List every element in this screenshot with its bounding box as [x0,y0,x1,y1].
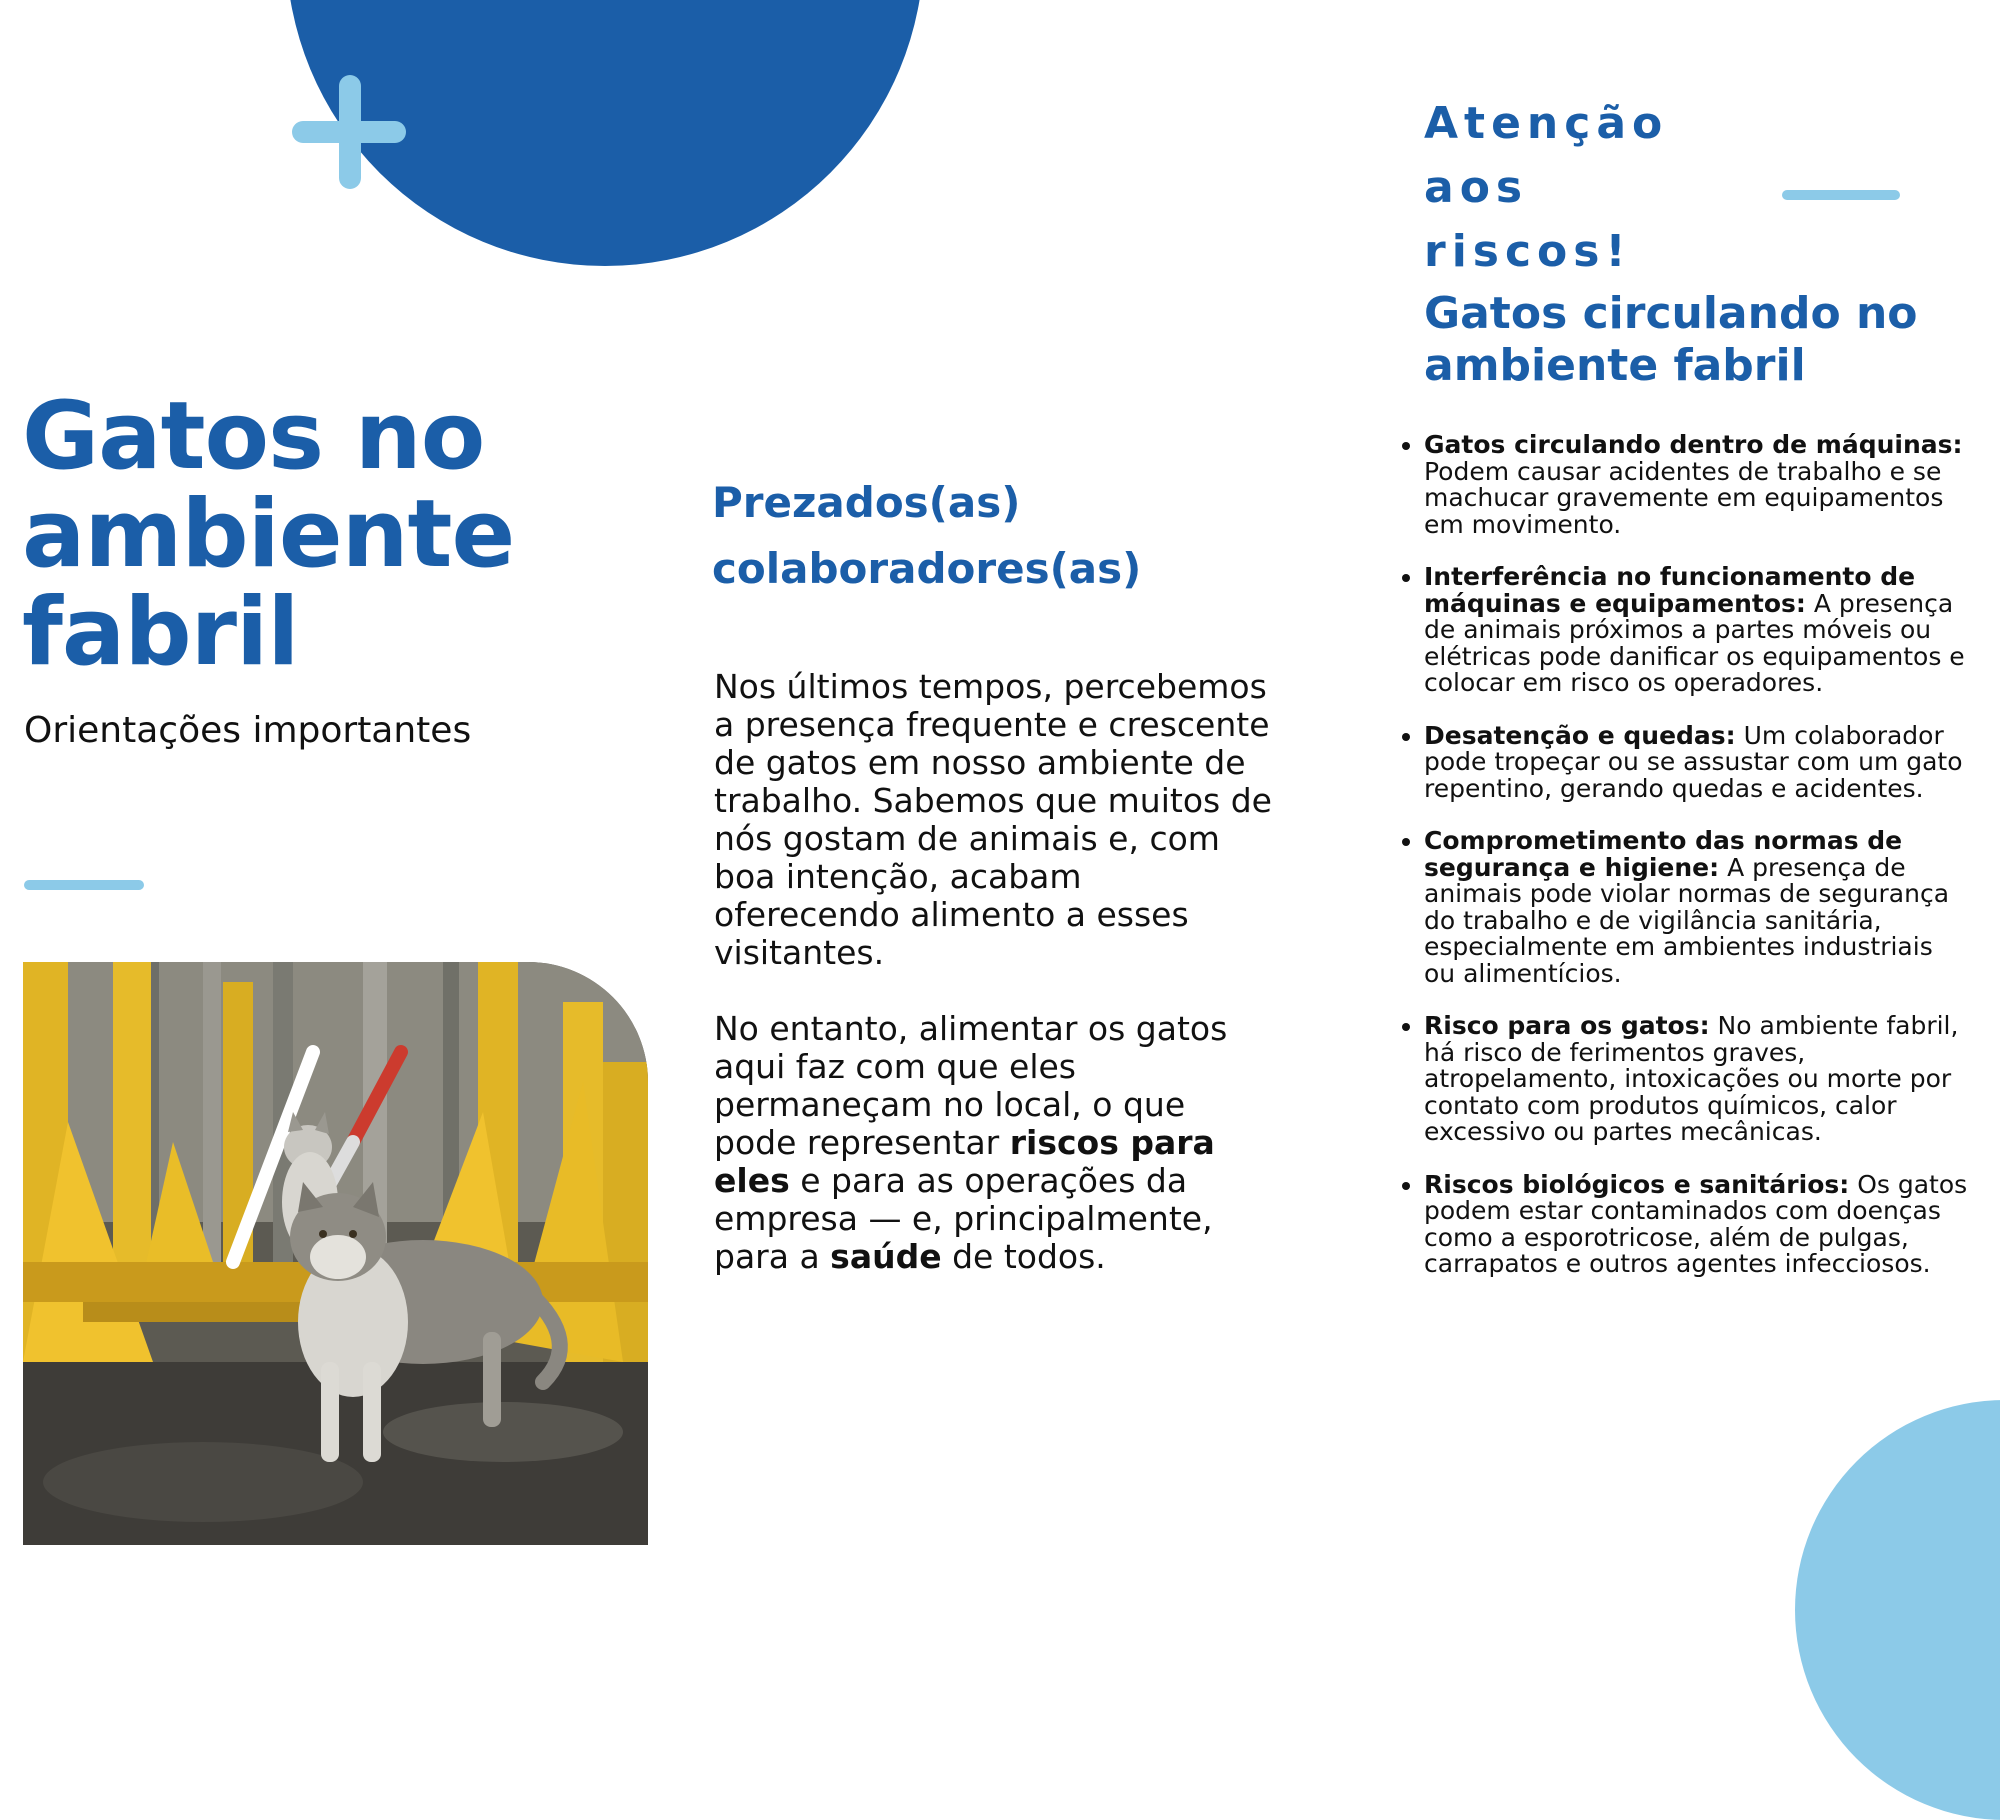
list-item [1424,1169,1970,1278]
plus-icon-vertical [339,75,361,189]
attention-heading: Atenção aos riscos! [1424,98,1669,277]
risk-title: Interferência no funcionamento de máquinas e equipamentos: [1424,562,1916,618]
risk-title: Gatos circulando dentro de máquinas: [1424,430,1963,459]
divider-right [1782,190,1900,200]
list-item [1424,1013,1970,1146]
list-item [1424,828,1970,987]
intro-emphasis-health: saúde [830,1237,942,1276]
list-item [1424,432,1970,538]
risk-list [1390,432,1970,1304]
risk-title: Comprometimento das normas de segurança e higiene: [1424,826,1903,882]
risk-title: Risco para os gatos: [1424,1011,1710,1040]
intro-emphasis-risks: riscos para eles [714,1123,1215,1200]
list-item [1424,564,1970,697]
risk-title: Desatenção e quedas: [1424,720,1736,750]
divider-left [24,880,144,890]
cat-photo [23,962,648,1545]
risk-description: Um colaborador pode tropeçar ou se assustar com um gato repentino, gerando quedas e acidentes. [1424,720,1963,803]
page-title: Gatos no ambiente fabril [22,382,515,687]
risk-description: Podem causar acidentes de trabalho e se machucar gravemente em equipamentos em movimento. [1424,456,1944,539]
intro-paragraph-2 [714,1010,1274,1276]
intro-paragraph-2-text: No entanto, alimentar os gatos aqui faz com que eles permaneçam no local, o que pode representar [714,1009,1228,1162]
intro-paragraph-2-text-2: e para as operações da empresa — e, principalmente, para a [714,1161,1213,1276]
intro-body [714,668,1274,1314]
risk-description: A presença de animais próximos a partes móveis ou elétricas pode danificar os equipamentos e colocar em risco os operadores. [1424,588,1965,697]
risks-subheading: Gatos circulando no ambiente fabril [1424,288,1918,391]
risk-description: Os gatos podem estar contaminados com doenças como a esporotricose, além de pulgas, carrapatos e outros agentes infecciosos. [1424,1169,1968,1278]
intro-heading: Prezados(as) colaboradores(as) [712,478,1142,593]
risk-description: No ambiente fabril, há risco de ferimentos graves, atropelamento, intoxicações ou morte por contato com produtos químicos, calor excessivo ou partes mecânicas. [1424,1011,1959,1146]
intro-paragraph-1: Nos últimos tempos, percebemos a presença frequente e crescente de gatos em nosso ambiente de trabalho. Sabemos que muitos de nós gostam de animais e, com boa intenção, acabam oferecendo alimento a esses visitantes. [714,667,1272,972]
intro-paragraph-2-text-3: de todos. [941,1237,1106,1276]
decorative-circle-corner [1795,1400,2000,1820]
page-subtitle: Orientações importantes [24,710,472,751]
risk-title: Riscos biológicos e sanitários: [1424,1169,1850,1199]
risk-description: A presença de animais pode violar normas de segurança do trabalho e de vigilância sanitária, especialmente em ambientes industriais ou alimentícios. [1424,852,1950,988]
list-item [1424,720,1970,803]
